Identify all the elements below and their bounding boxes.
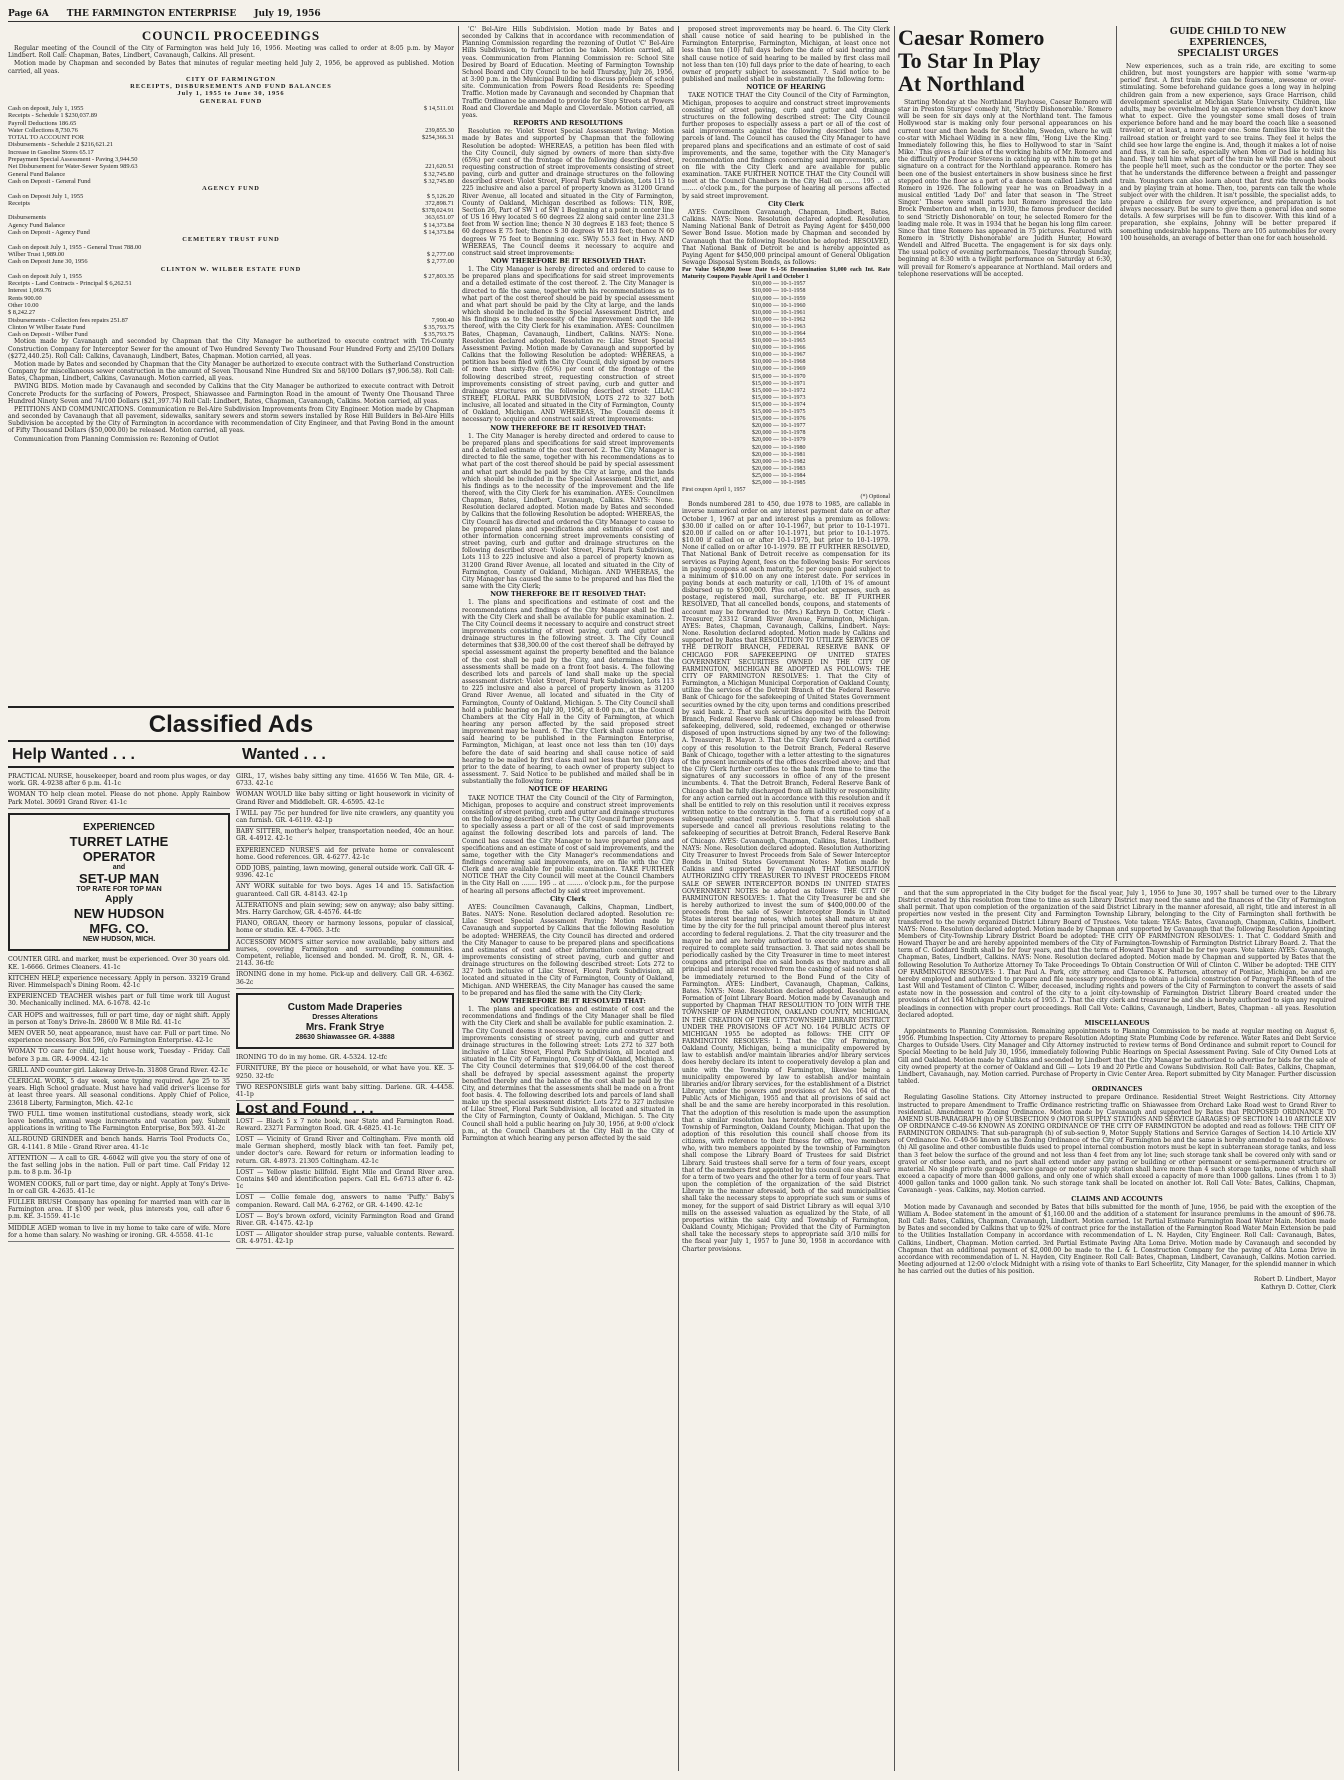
ad-line: and: [112, 863, 126, 871]
help-wanted-heading: Help Wanted . . .: [8, 742, 238, 768]
masthead: [8, 6, 888, 22]
classified-ad: LOST — Collie female dog, answers to name 'Puffy.' Baby's companion. Reward. Call MA. 6-2762, or GR. 4-1490. 42-1c: [236, 1193, 454, 1211]
col4-heading: NOTICE OF HEARING: [746, 83, 826, 92]
paper-name: THE FARMINGTON ENTERPRISE: [66, 8, 237, 19]
fin-row: [8, 141, 454, 148]
turret-lathe-ad: [8, 813, 230, 952]
col6-text: Appointments to Planning Commission. Remaining appointments to Planning Commission to be made at regular meeting on August 6, 1956. Plumbing Inspection. City Attorney to prepare Resolution Adopting State Plumbing Code by reference. Water Rates and Debt Service Charges to Outside Users. City Manager and City Attorney instructed to review terms of Bond Ordinance and submit report to Council for Special Meeting to be held July 30, 1956, immediately following Public Hearings on Special Assessment Paving. Sale of City Owned Lots at Gill and Oakland. Motion made by Calkins and seconded by Lindbert that the City Manager be authorized to advertise for bids for the sale of city owned property at the corner of Oakland and Gill — Lots 19 and 20 Pirtle and Cowans Subdivision. Roll Call: Bates, Calkins, Chapman, Lindbert, Cavanaugh, nay. Motion carried. Purchase of Property in Civic Center Area. Report submitted by City Manager. Further discussion tabled.: [898, 1027, 1336, 1086]
fin-label: TOTAL TO ACCOUNT FOR: [8, 134, 85, 142]
col4-text: AYES: Councilmen Cavanaugh, Chapman, Lindbert, Bates, Calkins. NAYS: None. Resolution declared adopted. Resolution Naming National Bank of Detroit as Paying Agent for $450,000 Sewer Bond Issue. Motion made by Chapman and seconded by Cavanaugh that the following Resolution be adopted: RESOLVED, That National Bank of Detroit be and is hereby appointed as Paying Agent for $450,000 principal amount of General Obligation Sewage Disposal System Bonds, as follows:: [682, 208, 890, 266]
fin-amount: [398, 112, 454, 119]
fin-amount: [398, 149, 454, 156]
romero-headline-2: To Star In Play: [898, 48, 1041, 73]
classified-ad: FULLER BRUSH Company has opening for married man with car in Farmington area. If $100 per week, plus interests you, call after 6 p.m. KE. 3-1559. 41-1c: [8, 1198, 230, 1224]
wanted-list-2: [236, 1053, 454, 1101]
council-body-5: Communication from Planning Commission re: Rezoning of Outlot: [14, 435, 219, 443]
council-minutes: Motion made by Chapman and seconded by Bates that minutes of regular meeting held July 2, 1956, be approved as published. Motion carried, all yeas.: [8, 60, 454, 75]
col3-text: TAKE NOTICE THAT the City Council of the City of Farmington, Michigan, proposes to acquire and construct street improvements consisting of street paving, curb and gutter and drainage structures on the following described street: The City Council further proposes to specially assess a part or all of the cost of said improvements against the following described lots and parcels of land. The Council has caused the City Manager to have prepared plans and specifications and an estimate of cost of said improvements, and the same, together with the City Manager's recommendations and findings concerning said improvements, are on file with the City Clerk and are available for public examination. TAKE FURTHER NOTICE THAT the City Council will meet at the Council Chambers in the City Hall on ........ 195 .. at ........ o'clock p.m., for the purpose of hearing all persons affected by said street improvement.: [462, 794, 674, 895]
fin-row: [8, 112, 454, 119]
fin-row: [8, 171, 454, 178]
classified-ad: CAR HOPS and waitresses, full or part time, day or night shift. Apply in person at Tony's Drive-In. 28600 W. 8 Mile Rd. 41-1c: [8, 1011, 230, 1029]
guide-article: [1120, 26, 1336, 881]
classified-ad: ACCESSORY MOM'S sitter service now available, baby sitters and nurses, covering Farmington and surrounding communities. Competent, reliable, licensed and bonded. M. Groff, R. N., GR. 4-2143. 36-tfc: [236, 938, 454, 971]
col4-heading: City Clerk: [768, 199, 804, 208]
fin-amount: 363,651.07: [425, 214, 454, 222]
bond-maturity: $15,000 — 10-1-1974: [752, 401, 806, 408]
fin-label: Disbursements - Schedule 2 $216,621.21: [8, 141, 114, 149]
fin-row: [8, 244, 454, 251]
fin-label: Prepayment Special Assessment - Paving 3,944.50: [8, 156, 138, 164]
fin-row: [8, 324, 454, 331]
ad-line: EXPERIENCED: [83, 821, 155, 833]
fin-label: Net Disbursement for Water-Sewer System 989.63: [8, 163, 138, 171]
bond-maturity: $15,000 — 10-1-1970: [752, 373, 806, 380]
col3-text: 1. The plans and specifications and estimate of cost and the recommendations and findings of the City Manager shall be filed with the City Clerk and shall be available for public examination. 2. The City Council deems it necessary to acquire and construct street improvements consisting of street paving, curb and gutter and drainage structures in the following street. 3. The City Council determines that $38,300.00 of the cost thereof shall be defrayed by special assessment against the property benefited and the balance of the cost shall be paid by the City, and determines that the assessments shall be made on a front foot basis. 4. The following described lots and parcels of land shall make up the special assessment district: Violet Street, Floral Park Subdivision, Lots 113 to 225 inclusive and also a parcel of property known as 31200 Grand River Avenue, all located and situated in the City of Farmington, County of Oakland, Michigan. 5. The City Council shall hold a public hearing on July 30, 1956, at 8:00 p.m., at the Council Chambers at the City Hall in the City of Farmington, at which hearing any person affected by the said proposed street improvement may be heard. 6. The City Clerk shall cause notice of said hearing to be published in the Farmington Enterprise, Farmington, Michigan, at least once not less than ten (10) days before the date of said hearing and shall cause notice of said hearing to be mailed by first class mail not less than ten (10) days prior to the date of hearing, to each owner of property subject to assessment. 7. Said Notice to be published and mailed shall be in substantially the following form:: [462, 599, 674, 786]
fin-row: [8, 163, 454, 170]
fin-row: [8, 302, 454, 309]
ad-line: Custom Made Draperies: [287, 1001, 403, 1013]
fin-label: General Fund Balance: [8, 170, 66, 178]
column-rule: [678, 26, 679, 1771]
classified-ad: WOMAN WOULD like baby sitting or light housework in vicinity of Grand River and Middlebelt. GR. 4-6595. 42-1c: [236, 790, 454, 808]
col3-text: 1. The City Manager is hereby directed and ordered to cause to be prepared plans and specifications for said street improvements and a detailed estimate of the cost thereof. 2. The City Manager is directed to file the same, together with his recommendations as to what part of the cost thereof should be paid by special assessment and what part should be paid by the City at large, and the lands which should be included in the Special Assessment District, and his findings as to the necessity of the improvement and the life thereof, with the City Clerk for his examination. AYES: Councilmen Bates, Chapman, Cavanaugh, Lindbert, Calkins. NAYS: None. Resolution declared adopted. Resolution re: Lilac Street Special Assessment Paving. Motion made by Cavanaugh and supported by Calkins that the following Resolution be adopted: WHEREAS, a petition has been filed with the City Council, duly signed by owners of more than sixty-five (65%) per cent of the frontage of the following described street, requesting construction of street improvements consisting of street paving, curb and gutter and drainage structures on the following described street: LILAC STREET, FLORAL PARK SUBDIVISION, LOTS 272 to 327 both inclusive, all located and situated in the City of Farmington, County of Oakland, Michigan. AND WHEREAS, The Council deems it necessary to acquire and construct said street improvements:: [462, 266, 674, 424]
fin-row: [8, 222, 454, 229]
classified-ad: I WILL pay 75c per hundred for live nite crawlers, any quantity you can furnish. GR. 4-6119. 42-1p: [236, 809, 454, 827]
fin-amount: $ 35,793.75: [423, 323, 454, 331]
fin-amount: 7,990.40: [431, 316, 454, 324]
ad-line: NEW HUDSON: [73, 906, 165, 922]
fin-row: [8, 229, 454, 236]
fin-amount: [398, 120, 454, 127]
general-fund-rows: [8, 105, 454, 185]
fin-label: Cash on deposit July 1, 1955: [8, 272, 82, 280]
agency-fund-heading: AGENCY FUND: [202, 185, 260, 193]
fin-amount: $ 35,793.75: [423, 331, 454, 339]
fin-label: Cash on Deposit - General Fund: [8, 177, 91, 185]
bond-maturity: $10,000 — 10-1-1957: [752, 281, 806, 288]
fin-row: [8, 280, 454, 287]
fin-amount: [398, 244, 454, 251]
bond-maturity: $10,000 — 10-1-1963: [752, 323, 806, 330]
fin-amount: $ 2,777.00: [426, 258, 454, 266]
fin-period: July 1, 1955 to June 30, 1956: [177, 90, 285, 98]
fin-label: Cash on Deposit June 30, 1956: [8, 258, 88, 266]
col3-heading: REPORTS AND RESOLUTIONS: [513, 119, 623, 128]
classified-ad: TWO FULL time women institutional custodians, steady work, sick leave benefits, annual wage increments and vacation pay. Submit applications in writing to The Farmington Enterprise, Box 593. 41-2c: [8, 1110, 230, 1136]
fin-row: [8, 127, 454, 134]
classified-ad: ANY WORK suitable for two boys. Ages 14 and 15. Satisfaction guaranteed. Call GR. 4-8143. 42-1p: [236, 882, 454, 900]
classified-ad: ALL-ROUND GRINDER and bench hands. Harris Tool Products Co., GR. 4-1141. 8 Mile - Grand River area. 41-1c: [8, 1135, 230, 1153]
ad-line: 28630 Shiawassee GR. 4-3888: [295, 1034, 395, 1042]
help-wanted-list: [8, 772, 230, 809]
wilber-fund-rows: [8, 273, 454, 339]
classified-ad: EXPERIENCED TEACHER wishes part or full time work till August 30. Mechanically inclined. MA. 6-1678. 42-1c: [8, 992, 230, 1010]
fin-amount: $ 2,777.00: [426, 250, 454, 258]
agency-fund-rows: [8, 193, 454, 237]
resolutions-column-3: [898, 886, 1336, 1771]
bond-maturity: $10,000 — 10-1-1965: [752, 338, 806, 345]
newspaper-page: [8, 6, 1336, 1774]
council-body-4: PETITIONS AND COMMUNICATIONS. Communication re Bel-Aire Subdivision Improvements from City Engineer. Motion made by Chapman and seconded by Cavanaugh that all pavement, sidewalks, sanitary sewers and storm sewers installed by Rose Hill Builders in Bel-Aire Hills Subdivision be accepted by the City of Farmington in accordance with recommendation of City Engineer, and that Paving Bond in the amount of Fifty Thousand Dollars ($50,000.00) be released. Motion carried, all yeas.: [8, 405, 454, 435]
fin-amount: [398, 295, 454, 302]
classified-ad: IRONING TO do in my home. GR. 4-5324. 12-tfc: [236, 1053, 454, 1064]
fin-label: Cash on Deposit - Agency Fund: [8, 229, 90, 237]
fin-row: [8, 273, 454, 280]
classified-ads: [8, 706, 454, 1771]
classified-ad: TWO RESPONSIBLE girls want baby sitting. Darlene. GR. 4-4458. 41-1p: [236, 1083, 454, 1101]
fin-row: [8, 331, 454, 338]
fin-label: Cash on deposit July 1, 1955 - General Trust 788.00: [8, 243, 142, 251]
council-body-3: PAVING BIDS. Motion made by Cavanaugh and seconded by Calkins that the City Manager be authorized to execute contract with Detroit Concrete Products for the surfacing of Powers, Prospect, Shiawassee and Farmington Road in the amount of Twenty One Thousand Three Hundred Ninety Seven and 74/100 Dollars ($21,397.74) Roll Call: Lindbert, Bates, Chapman, Cavanaugh, Calkins. Motion carried, all yeas.: [8, 383, 454, 405]
col3-heading: City Clerk: [550, 894, 586, 903]
col4-text: Bonds numbered 281 to 450, due 1978 to 1985, are callable in inverse numerical order on any interest payment date on or after October 1, 1967 at par and interest plus a premium as follows: $30.00 if called on or after 10-1-1967, but prior to 10-1-1971. $20.00 if called on or after 10-1-1971, but prior to 10-1-1975. $10.00 if called on or after 10-1-1975, but prior to 10-1-1979. None if called on or after 10-1-1979. BE IT FURTHER RESOLVED, That National Bank of Detroit receive as compensation for its services as Paying Agent, fees on the following basis: For services in paying coupons at each maturity, 5c per coupon paid subject to a minimum of $10.00 on any one interest date. For services in paying bonds at each maturity or call, 1/10th of 1% of amount disbursed up to $500,000. Plus out-of-pocket expenses, such as postage, registered mail, surcharge, etc. BE IT FURTHER RESOLVED, That all cancelled bonds, coupons, and statements of account may be forwarded to: (Mrs.) Kathryn D. Cotter, Clerk - Treasurer, 23312 Grand River Avenue, Farmington, Michigan. AYES: Bates, Chapman, Cavanaugh, Calkins, Lindbert. Nays: None. Resolution declared adopted. Motion made by Calkins and supported by Bates that RESOLUTION TO UTILIZE SERVICES OF THE DETROIT BRANCH, FEDERAL RESERVE BANK OF CHICAGO FOR SAFEKEEPING OF UNITED STATES GOVERNMENT SECURITIES OWNED IN THE CITY OF FARMINGTON, MICHIGAN BE ADOPTED AS FOLLOWS: THE CITY OF FARMINGTON RESOLVES: 1. That the City of Farmington, a Michigan Municipal Corporation of Oakland County, utilize the services of the Detroit Branch of the Federal Reserve Bank of Chicago for the safekeeping of United States Government securities owned by the city, upon terms and conditions prescribed by said bank. 2. That such securities deposited with the Detroit Branch, Federal Reserve Bank of Chicago may be released from safekeeping, delivered, sold, redeemed, exchanged or otherwise disposed of upon instructions signed by any two of the following: A. Treasurer; B. Mayor. 3. That the City Clerk forward a certified copy of this resolution to the Detroit Branch, Federal Reserve Bank of Chicago, together with a letter attesting to the signatures of the present incumbents of the offices described above; and that the City Clerk further certifies to the bank from time to time the signatures of any successors in office of any of the present incumbents. 4. That the Detroit Branch, Federal Reserve Bank of Chicago shall be fully discharged from all liability or responsibility for any action carried out in accordance with this resolution and it shall be entitled to rely on this resolution until it receives express written notice to the contrary in the form of a certified copy of a subsequently enacted resolution. 5. That this resolution shall supersede and cancel all previous resolutions relating to the safekeeping of securities at Detroit Branch, Federal Reserve Bank of Chicago. AYES: Cavanaugh, Chapman, Calkins, Bates, Lindbert. NAYS: None. Resolution declared adopted. Resolution Authorizing City Treasurer to Invest Proceeds from Sale of Sewer Interceptor Bonds in United States Government Notes: Motion made by Calkins and supported by Cavanaugh THAT RESOLUTION AUTHORIZING CITY TREASURER TO INVEST PROCEEDS FROM SALE OF SEWER INTERCEPTOR BONDS IN UNITED STATES GOVERNMENT NOTES be adopted as follows: THE CITY OF FARMINGTON RESOLVES: 1. That the City Treasurer be and she is hereby authorized to invest the sum of $400,000.00 of the proceeds from the sale of Sewer Interceptor Bonds in United States interest bearing notes, which notes shall mature at any time by the city for the full principal amount thereof plus interest according to federal regulations. 2. That the city treasurer and the mayor be and are hereby authorized to execute any documents required to complete said transaction. 3. That said notes shall be periodically cashed by the City Treasurer in time to meet interest coupons and principal due on said bonds as they mature and all principal and interest received from the cashing of said notes shall be immediately returned to the Bond Fund of the City of Farmington. AYES: Lindbert, Cavanaugh, Chapman, Calkins, Bates. NAYS: None. Resolution declared adopted. Resolution re Formation of Joint Library Board. Motion made by Cavanaugh and supported by Chapman THAT RESOLUTION TO JOIN WITH THE TOWNSHIP OF FARMINGTON, OAKLAND COUNTY, MICHIGAN, IN THE CREATION OF THE CITY-TOWNSHIP LIBRARY DISTRICT UNDER THE PROVISIONS OF ACT NO. 164 PUBLIC ACTS OF MICHIGAN 1955 be adopted as follows: THE CITY OF FARMINGTON RESOLVES: 1. That the City of Farmington, Oakland County, Michigan, being a municipality empowered by law to establish and/or maintain libraries and/or library services does hereby declare its intent to cooperatively develop a plan and unite with the Township of Farmington, likewise being a municipality empowered by law to establish and/or maintain libraries and/or library services, for the establishment of a District Library, under the powers and provisions of Act No. 164 of the Public Acts of Michigan, 1955 and that all provisions of said act shall be and the same are hereby incorporated in this resolution. That the adoption of this resolution is made upon the assumption that a similar resolution has heretofore been adopted by the Township of Farmington, Oakland County, Michigan. That upon the adoption of this resolution this council shall choose from its citizens, with reference to their fitness for office, two members who, with two members appointed by the township of Farmington shall compose the Library Board of Trustees for said District Library. Said trustees shall serve for a term of four years, except that of the members first appointed by this council one shall serve for a term of two years and the other for a term of four years. That upon the completion of the organization of the said District Library in the manner aforesaid, both of the said municipalities shall take the necessary steps to appropriate such sum or sums of money, for the support of said District Library as will equal 3/10 mills on the assessed valuation as equalized by the State, of all properties within the said City and Township of Farmington, Oakland County, Michigan; Provided that the City of Farmington shall take the necessary steps to appropriate said 3/10 mills for the fiscal year July 1, 1957 to June 30, 1958 in accordance with Charter provisions.: [682, 501, 890, 1253]
col4-text: TAKE NOTICE THAT the City Council of the City of Farmington, Michigan, proposes to acquire and construct street improvements consisting of street paving, curb and gutter and drainage structures on the following described street: The City Council further proposes to especially assess a part or all of the cost of said improvements against the following described lots and parcels of land. The Council has caused the City Manager to have prepared plans and specifications and an estimate of cost of said improvements, and the same, together with the City Manager's recommendation and findings concerning said improvements, are on file with the City Clerk and are available for public examination. TAKE FURTHER NOTICE THAT the City Council will meet at the Council Chambers in the City Hall on ........ 195 .. at ........ o'clock p.m., for the purpose of hearing all persons affected by said street improvement.: [682, 92, 890, 200]
bond-maturity: $15,000 — 10-1-1975: [752, 409, 806, 416]
column-rule: [1116, 26, 1117, 881]
ad-line: MFG. CO.: [89, 921, 149, 937]
col6-heading: MISCELLANEOUS: [1084, 1018, 1150, 1027]
col3-heading: NOW THEREFORE BE IT RESOLVED THAT:: [490, 590, 646, 599]
fin-amount: $ 14,373.84: [423, 221, 454, 229]
wanted-list: [236, 772, 454, 989]
col6-text: Regulating Gasoline Stations. City Attorney instructed to prepare Ordinance. Residential Street Weight Restrictions. City Attorney instructed to prepare Amendment to Traffic Ordinance restricting traffic on Shiawassee from Orchard Lake Road west to Grand River to residential. Amendment to Zoning Ordinance. Motion made by Cavanaugh and supported by Bates that PROPOSED ORDINANCE TO AMEND SUB-PARAGRAPH (h) OF SUBSECTION 9 (MOTOR SUPPLY STATIONS AND SERVICE GARAGES) OF SECTION 14.10 ARTICLE XIV OF ORDINANCE C-49-56 KNOWN AS ZONING ORDINANCE OF THE CITY OF FARMINGTON be adopted and read as follows: THE CITY OF FARMINGTON ORDAINS: That sub-paragraph (h) of sub-section 9, Motor Supply Stations and Service Garages of Section 14.10 Article XIV of Ordinance No. C-49-56 known as the Zoning Ordinance of the City of Farmington be and the same is hereby amended to read as follows: (h) All gasoline and other combustible fluids used to propel internal combustion motors must be kept in subterranean storage tanks, and less than 3 feet below the surface of the ground and not less than 4 feet from any lot line; such storage tank shall be covered only with sand or gravel or other loose earth, and no part shall extend under any paving or building or other permanent or semi-permanent structure or material. No single private garage, service garage or motor supply station shall have more than 4 such storage tanks, none of which shall exceed a capacity of more than 4000 gallons, and only one of which shall exceed a capacity of more than 1000 gallons. Lines (from 1 to 3) 4000 gallon tanks and 1000 gallon tank. No such storage tank shall be located on another lot. Roll Call Vote: Bates, Calkins, Chapman, Cavanaugh - yeas. Calkins, nay. Motion carried.: [898, 1094, 1336, 1195]
lost-found-heading: Lost and Found . . .: [236, 1105, 454, 1114]
ad-line: Dresses Alterations: [312, 1013, 378, 1021]
fin-amount: [398, 287, 454, 294]
column-rule: [458, 26, 459, 1771]
fin-amount: $ 32,745.80: [423, 170, 454, 178]
bond-list: [682, 281, 890, 487]
classified-ad: PRACTICAL NURSE, housekeeper, board and room plus wages, or day work. GR. 4-9238 after 6 p.m. 41-1c: [8, 772, 230, 790]
fin-amount: $ 32,745.80: [423, 177, 454, 185]
classified-ad: CLERICAL WORK, 5 day week, some typing required. Age 25 to 35 years. High School graduate. Must have had valid driver's license for at least three years. All seasonal conditions. Apply Chief of Police, 23618 Liberty, Farmington, Mich. 42-1c: [8, 1077, 230, 1110]
bond-maturity: $15,000 — 10-1-1971: [752, 380, 806, 387]
ad-line: NEW HUDSON, MICH.: [82, 936, 156, 944]
col3-text: Resolution re: Violet Street Special Assessment Paving: Motion made by Bates and supported by Chapman that the following Resolution be adopted: WHEREAS, a petition has been filed with the City Council, duly signed by owners of more than sixty-five (65%) per cent of the frontage of the following described street, requesting construction of street improvements consisting of street paving, curb and gutter and drainage structures on the following described street: Violet Street, Floral Park Subdivision, Lots 113 to 225 inclusive and also a parcel of property known as 31200 Grand River Avenue, all located and situated in the City of Farmington, County of Oakland, Michigan described as follows: T1N, R9E, Section 26, Part of SW 1 of SW 1 Beginning at a point in center line of US 16 Hwy located S 60 degrees 22 along said center line 231.3 feet from W section line; thence N 30 degrees E 183 feet; thence S 60 degrees E 75 feet; thence S 30 degrees W 183 feet; thence N 60 degrees W 75 feet to Beginning exc. SWly 55.3 feet in Hwy. AND WHEREAS, The Council deems it necessary to acquire and construct said street improvements:: [462, 128, 674, 257]
col6-heading: ORDINANCES: [1091, 1085, 1143, 1094]
bond-maturity: $10,000 — 10-1-1960: [752, 302, 806, 309]
classified-ad: WOMAN TO care for child, light house work, Tuesday - Friday. Call before 3 p.m. GR. 4-9094. 42-1c: [8, 1047, 230, 1065]
fin-label: Rents 900.00: [8, 294, 42, 302]
help-wanted-list-2: [8, 955, 230, 1242]
fin-amount: [398, 156, 454, 163]
bond-maturity: $10,000 — 10-1-1962: [752, 316, 806, 323]
classified-ad: LOST — Yellow plastic billfold. Eight Mile and Grand River area. Contains $40 and identification papers. Call EL. 6-6713 after 6. 42-1c: [236, 1168, 454, 1194]
fin-label: [8, 207, 398, 214]
bond-maturity: $20,000 — 10-1-1977: [752, 423, 806, 430]
council-body-2: Motion made by Bates and seconded by Chapman that the City Manager be authorized to execute contract with the Sutherland Construction Company for miscellaneous sewer construction in the amount of Seven Thousand Nine Hundred Six and 58/100 Dollars ($7,906.58). Roll Call: Bates, Chapman, Lindbert, Calkins, Cavanaugh. Motion carried, all yeas.: [8, 360, 454, 383]
fin-row: [8, 214, 454, 221]
fin-label: Water Collections 8,730.76: [8, 126, 78, 134]
mayor-signature: Robert D. Lindbert, Mayor: [1253, 1276, 1336, 1284]
romero-headline-1: Caesar Romero: [898, 26, 1045, 50]
general-fund-heading: GENERAL FUND: [199, 97, 263, 105]
classified-ad: COUNTER GIRL and marker, must be experienced. Over 30 years old. KE. 1-6666. Grimes Cleaners. 41-1c: [8, 955, 230, 973]
classified-ad: LOST — Black 5 x 7 note book, near State and Farmington Road. Reward. 23271 Farmington Road. GR. 4-6825. 41-1c: [236, 1117, 454, 1135]
fin-label: Receipts: [8, 199, 31, 207]
fin-amount: 221,620.51: [425, 163, 454, 171]
fin-amount: $378,024.91: [422, 207, 454, 215]
fin-label: Receipts - Land Contracts - Principal $ 6,262.51: [8, 280, 132, 288]
classified-ad: IRONING done in my home. Pick-up and delivery. Call GR. 4-6362. 36-2c: [236, 970, 454, 988]
bond-maturity: $20,000 — 10-1-1979: [752, 437, 806, 444]
fin-title: CITY OF FARMINGTON: [185, 75, 277, 83]
cemetery-fund-heading: CEMETERY TRUST FUND: [182, 236, 280, 244]
ad-line: Apply: [105, 894, 133, 906]
financial-statement: [8, 76, 454, 339]
romero-article: [898, 26, 1112, 901]
bond-maturity: $10,000 — 10-1-1959: [752, 295, 806, 302]
classified-ad: LOST — Vicinity of Grand River and Coltingham. Five month old male German shepherd, mostly black with tan feet. Family pet, under doctor's care. Reward for return or information leading to return. GR. 4-8973. 21305 Coltingham. 42-1c: [236, 1135, 454, 1168]
classified-title: Classified Ads: [8, 706, 454, 742]
fin-row: [8, 207, 454, 214]
fin-label: $ 8,242.27: [8, 309, 36, 317]
bond-maturity: $10,000 — 10-1-1967: [752, 352, 806, 359]
guide-headline-3: SPECIALIST URGES: [1177, 48, 1279, 59]
fin-row: [8, 193, 454, 200]
ad-line: Mrs. Frank Strye: [305, 1022, 385, 1034]
optional-note: (*) Optional: [860, 494, 890, 501]
fin-amount: $ 14,373.84: [423, 229, 454, 237]
council-title: COUNCIL PROCEEDINGS: [141, 28, 321, 43]
classified-ad: ATTENTION — A call to GR. 4-6042 will give you the story of one of the fast selling jobs in the nation. Full or part time. Call Friday 12 p.m. to 8 p.m. 36-1p: [8, 1154, 230, 1180]
col6-heading: CLAIMS AND ACCOUNTS: [1071, 1194, 1163, 1203]
romero-body: Starting Monday at the Northland Playhouse, Caesar Romero will star in Preston Sturges' comedy hit, 'Strictly Dishonorable.' Romero will be seen for six days only at the Northland tent. The famous Hollywood star is making only four personal appearances on his current tour and then heads for Stockholm, Sweden, where he will co-star with Michael Wilding in a new film, 'Hong Live the King.' Immediately following this, he flies to Hollywood to star in 'Saint Mike.' This gives a fair idea of the working habits of Mr. Romero and the difficulty of Producer Stevens in catching up with him to get his signature on a contract for the Northland appearance. Romero has been one of the busiest entertainers in show business since he first stepped onto the floor as a part of a dance team called Lisbeth and Romero in 1926. The following year he was on Broadway in a musical entitled 'Lady Do!' and later that season in 'The Street Singer.' These were small parts but Romero impressed the late Brock Pemberton and when, in 1930, the famous producer decided to send 'Strictly Dishonorable' on tour, he selected Romero for the leading male role. It was in 1934 that he began his long film career. Since that time Romero has appeared in 75 pictures. Featured with Romero in 'Strictly Dishonorable' are Judith Hunter, Howard Wendell and Alfred Bucetta. The engagement is for six days only. The usual policy of evening performances, Tuesday through Sunday, beginning at 8:30 with a twilight performance on Saturday at 6:30, will prevail for Romero's appearance at Northland. Mail orders and telephone reservations will be accepted.: [898, 99, 1112, 278]
guide-body: New experiences, such as a train ride, are exciting to some children, but most youngsters are happier with some 'warm-up period' first. A first train ride can be fearsome, awesome or over-stimulating. Some beforehand guidance goes a long way in helping children gain from a new experience, says Grace Harrison, child development specialist at Michigan State University. Children, like adults, may be overwhelmed by an experience when they don't know what to expect. Give the youngster some small doses of train experience before hand and he may board the coach like a seasoned traveler, or at least, a more eager one. Some families like to visit the railroad station or freight yard to see trains. They feel it helps the child see how large the engine is. And, though it makes a lot of noise and fuss, it can be safe, especially when Mom or Dad is holding his hand. They tell him what part of the train he will ride on and about the people he'll meet, such as the conductor or the porter. They see that he understands the difference between a freight and passenger train. Youngsters can also learn about that first ride through books and by playing train at home. Then, too, parents can talk the whole subject over with the children. It isn't possible, the specialist adds, to prepare a children for every experience, and preparation is not always necessary. But be sure to give them a general idea and some details. A few surprises will be fun to discover. With this kind of a preparation, she explains, Johnny will be better prepared if something undesirable happens. There are 105 automobiles for every 100 households, an average of better than one for each household.: [1120, 63, 1336, 242]
classified-ad: MEN OVER 50, neat appearance, must have car. Full or part time. No experience necessary. Box 596, c/o Farmington Enterprise. 42-1c: [8, 1029, 230, 1047]
classified-ad: LOST — Alligator shoulder strap purse, valuable contents. Reward. GR. 4-9751. 42-1p: [236, 1230, 454, 1248]
fin-row: [8, 287, 454, 294]
bond-maturity: $20,000 — 10-1-1980: [752, 444, 806, 451]
page-number: Page 6A: [8, 8, 49, 19]
bond-maturity: $20,000 — 10-1-1981: [752, 451, 806, 458]
col3-text: 'C' Bel-Aire Hills Subdivision. Motion made by Bates and seconded by Calkins that in accordance with recommendation of Planning Commission regarding the rezoning of Outlot 'C' Bel-Aire Hills Subdivision, to further action be taken. Motion carried, all yeas. Communication from Planning Commission re: School Site Desired by Board of Education. Meeting of Farmington Township School Board and City Council to be held Thursday, July 26, 1956, at 3:00 p.m. in the Municipal Building to discuss problem of school site. Communication from Powers Road Residents re: Speeding Traffic. Motion made by Cavanaugh and seconded by Chapman that Traffic Ordinance be amended to provide for Stop Streets at Powers Road and Cloverdale and Maple and Cloverdale. Motion carried, all yeas.: [462, 26, 674, 119]
classified-ad: BABY SITTER, mother's helper, transportation needed, 40c an hour. GR. 4-4912. 42-1c: [236, 827, 454, 845]
col3-text: 1. The plans and specifications and estimate of cost and the recommendations and findings of the City Manager shall be filed with the City Clerk and shall be available for public examination. 2. The City Council deems it necessary to acquire and construct street improvements consisting of street paving, curb and gutter and drainage structures in the following street: Lots 272 to 327 both inclusive of Lilac Street, Floral Park Subdivision, all located and situated in the City of Farmington, County of Oakland, Michigan. 3. The City Council determines that $19,064.00 of the cost thereof shall be defrayed by special assessment against the property benefited thereby and the balance of the cost shall be paid by the City, and determines that the assessments shall be made on a front foot basis. 4. The following described lots and parcels of land shall make up the special assessment district: Lots 272 to 327 inclusive of Lilac Street, Floral Park Subdivision, all located and situated in the City of Farmington, County of Oakland, Michigan. 5. The City Council shall hold a public hearing on July 30, 1956, at 9:00 o'clock p.m., at the Council Chambers at the City Hall in the City of Farmington at which hearing any person affected by the said: [462, 1006, 674, 1142]
clerk-signature: Kathryn D. Cotter, Clerk: [1260, 1284, 1336, 1292]
col3-heading: NOW THEREFORE BE IT RESOLVED THAT:: [490, 423, 646, 432]
fin-label: Disbursements - Collection fees repairs 251.87: [8, 316, 128, 324]
bond-maturity: $10,000 — 10-1-1964: [752, 331, 806, 337]
classified-col-1: [8, 772, 230, 1767]
wilber-fund-heading: CLINTON W. WILBER ESTATE FUND: [160, 265, 302, 273]
resolutions-column-1: [462, 26, 674, 1771]
fin-amount: $ 27,803.35: [423, 272, 454, 280]
fin-sub: RECEIPTS, DISBURSEMENTS AND FUND BALANCES: [130, 83, 332, 91]
classified-ad: ALTERATIONS and plain sewing; sew on anyway; also baby sitting. Mrs. Harry Garchow, GR. 4-4576. 44-tfc: [236, 901, 454, 919]
col3-text: AYES: Councilmen Cavanaugh, Calkins, Chapman, Lindbert, Bates. NAYS: None. Resolution declared adopted. Resolution re: Lilac Street Special Assessment Paving: Motion made by Cavanaugh and supported by Calkins that the following Resolution be adopted: WHEREAS, the City Council has directed and ordered the City Manager to cause to be prepared plans and specifications and estimates of cost and other information concerning street improvements consisting of street paving, curb and gutter and drainage structures on the following described street: Lots 272 to 327 both inclusive of Lilac Street, Floral Park Subdivision, all located and situated in the City of Farmington, County of Oakland, Michigan. AND WHEREAS, the City Manager has caused the same to be prepared and has filed the same with the City Clerk;: [462, 903, 674, 997]
classified-ad: ODD JOBS, painting, lawn mowing, general outside work. Call GR. 4-9396. 42-1c: [236, 864, 454, 882]
ad-line: SET-UP MAN: [79, 871, 159, 887]
col3-heading: NOW THEREFORE BE IT RESOLVED THAT:: [490, 996, 646, 1005]
bond-table-header: Par Value $450,000 Issue Date 6-1-56 Denomination $1,000 each Int. Rate Maturity Coupons Payable April 1 and October 1: [682, 267, 890, 281]
fin-amount: [398, 280, 454, 287]
classified-ad: FURNITURE, BY the piece or household, or what have you. KE. 3-9250. 32-tfc: [236, 1064, 454, 1082]
col3-heading: NOW THEREFORE BE IT RESOLVED THAT:: [490, 257, 646, 265]
fin-row: [8, 134, 454, 141]
fin-label: Cash on Deposit July 1, 1955: [8, 192, 84, 200]
bond-maturity: $25,000 — 10-1-1985: [752, 479, 806, 486]
fin-row: [8, 105, 454, 112]
fin-label: Cash on deposit, July 1, 1955: [8, 104, 84, 112]
bond-maturity: $25,000 — 10-1-1984: [752, 472, 806, 479]
fin-row: [8, 317, 454, 324]
fin-amount: 372,898.71: [425, 199, 454, 207]
fin-label: Disbursements: [8, 214, 46, 222]
classified-ad: GIRL, 17, wishes baby sitting any time. 41656 W. Ten Mile, GR. 4-6733. 42-1c: [236, 772, 454, 790]
drapery-ad: [236, 993, 454, 1049]
fin-amount: [398, 309, 454, 316]
bond-maturity: $10,000 — 10-1-1958: [752, 288, 806, 295]
fin-label: Increase in Gasoline Stores 65.17: [8, 148, 94, 156]
bond-maturity: $20,000 — 10-1-1982: [752, 458, 806, 465]
fin-amount: $ 5,126.20: [426, 192, 454, 200]
col3-heading: NOTICE OF HEARING: [528, 785, 608, 794]
fin-label: Wilber Trust 1,989.00: [8, 250, 65, 258]
bond-maturity: $20,000 — 10-1-1978: [752, 430, 806, 437]
issue-date: July 19, 1956: [254, 8, 321, 19]
fin-row: [8, 149, 454, 156]
classified-ad: LOST — Boy's brown oxford, vicinity Farmington Road and Grand River. GR. 4-1475. 42-1p: [236, 1212, 454, 1230]
classified-ad: KITCHEN HELP, experience necessary. Apply in person. 33219 Grand River. Himmelspach's Dining Room. 42-1c: [8, 974, 230, 992]
classified-ad: WOMAN TO help clean motel. Please do not phone. Apply Rainbow Park Motel. 30691 Grand River. 41-1c: [8, 790, 230, 808]
first-coupon: First coupon April 1, 1957: [682, 487, 746, 494]
bond-maturity: $10,000 — 10-1-1966: [752, 345, 806, 352]
wanted-heading: Wanted . . .: [238, 742, 454, 768]
council-intro: Regular meeting of the Council of the City of Farmington was held July 16, 1956. Meeting was called to order at 8:05 p.m. by Mayor Lindbert. Roll Call: Chapman, Bates, Lindbert, Cavanaugh, Calkins. All present.: [8, 45, 454, 60]
fin-row: [8, 251, 454, 258]
fin-row: [8, 156, 454, 163]
classified-ad: EXPERIENCED NURSE'S aid for private home or convalescent home. Good references. GR. 4-6277. 42-1c: [236, 846, 454, 864]
classified-ad: MIDDLE AGED woman to live in my home to take care of wife. More for a home than salary. No washing or ironing. GR. 4-5558. 41-1c: [8, 1224, 230, 1242]
ad-line: OPERATOR: [82, 848, 156, 864]
col6-text: and that the sum appropriated in the City budget for the fiscal year, July 1, 1956 to June 30, 1957 shall be turned over to the Library District created by this resolution from time to time as such Library District may need the same and the finances of the City of Farmington shall permit. That upon completion of the organization of the said District Library in the manner aforesaid, all right, title and interest in all properties now vested in the present City and Farmington Township Library, belonging to the City of Farmington shall forthwith be transferred to the newly organized District Library Board of Trustees. Vote taken: YEAS: Bates, Cavanaugh, Chapman, Calkins, Lindbert. NAYS: None. Resolution declared adopted. Motion made by Chapman and supported by Cavanaugh that the following Resolution Appointing Members of City-Township Library District Board be adopted: THE CITY OF FARMINGTON RESOLVES: 1. That C. Goddard Smith and Howard Thayer be and are hereby appointed members of the City of Farmington-Township of Farmington District Library Board. 2. That the term of C. Goddard Smith shall be for four years, and that the term of Howard Thayer shall be for two years. Vote taken: AYES: Cavanaugh, Chapman, Bates, Lindbert, Calkins. NAYS: None. Resolution declared adopted. Motion made by Chapman and supported by Bates that the following Resolution To Authorize Attorney To Take Proceedings To Obtain Construction Of Will of Clinton C. Wilber be adopted: THE CITY OF FARMINGTON RESOLVES: 1. That Paul A. Park, city attorney, and Clarence K. Patterson, attorney of Pontiac, Michigan, be and are hereby employed and authorized to prepare and file necessary proceedings to obtain a judicial construction of Paragraph Fifteenth of the Last Will and Testament of Clinton C. Wilber, deceased, including rights and powers of the City of Farmington to convert the assets of said estate now in the possession and control of the city to a joint city-township of Farmington District Library Board created under the provisions of Act 164 Michigan Public Acts of 1955. 2. That the city clerk and treasurer be and she is hereby authorized to sign any required pleadings in connection with proper court proceedings. Roll Call Vote: Calkins, Cavanaugh, Lindbert, Bates, Chapman - all yeas. Resolution declared adopted.: [898, 890, 1336, 1019]
fin-label: Clinton W Wilber Estate Fund: [8, 323, 86, 331]
bond-maturity: $15,000 — 10-1-1973: [752, 394, 806, 401]
guide-headline-2: EXPERIENCES,: [1189, 37, 1267, 48]
resolutions-column-2: [682, 26, 890, 1771]
classified-ad: WOMEN COOKS, full or part time, day or night. Apply at Tony's Drive-In or call GR. 4-2635. 41-1c: [8, 1180, 230, 1198]
fin-amount: $ 14,511.01: [423, 104, 454, 112]
fin-amount: [398, 141, 454, 148]
classified-col-2: [236, 772, 454, 1767]
fin-row: [8, 309, 454, 316]
fin-label: Agency Fund Balance: [8, 221, 65, 229]
fin-row: [8, 200, 454, 207]
fin-row: [8, 258, 454, 265]
col3-text: 1. The City Manager is hereby directed and ordered to cause to be prepared plans and specifications for said street improvements and a detailed estimate of the cost thereof. 2. The City Manager is directed to file the same, together with his recommendations as to what part of the cost thereof should be paid by special assessment and what part should be paid by the City at large, and the lands which should be included in the Special Assessment District, and his findings as to the necessity of the improvement and the life thereof, with the City Clerk for his examination. AYES: Councilmen Chapman, Bates, Lindbert, Cavanaugh, Calkins. NAYS: None. Resolution declared adopted. Motion made by Bates and seconded by Calkins that the following Resolution be adopted: WHEREAS, the City Council has directed and ordered the City Manager to cause to be prepared plans and specifications and estimates of cost and other information concerning street improvements consisting of street paving, curb and gutter and drainage structures on the following described street: Violet Street, Floral Park Subdivision, Lots 113 to 225 inclusive and also a parcel of property known as 31200 Grand River Avenue, all located and situated in the City of Farmington, County of Oakland, Michigan. AND WHEREAS, the City Manager has caused the same to be prepared and has filed the same with the City Clerk;: [462, 432, 674, 591]
ad-line: TOP RATE FOR TOP MAN: [76, 886, 162, 894]
classified-ad: PIANO, ORGAN, theory or harmony lessons, popular of classical, home or studio. KE. 4-7065. 3-tfc: [236, 919, 454, 937]
fin-label: Receipts - Schedule 1 $230,037.89: [8, 112, 98, 120]
bond-maturity: $20,000 — 10-1-1983: [752, 465, 806, 472]
bond-maturity: $15,000 — 10-1-1972: [752, 387, 806, 394]
bond-table: [682, 267, 890, 501]
fin-amount: 239,855.30: [425, 126, 454, 134]
fin-label: Cash on Deposit - Wilber Fund: [8, 331, 88, 339]
bond-maturity: $10,000 — 10-1-1961: [752, 309, 806, 316]
ad-line: TURRET LATHE: [69, 833, 169, 849]
bond-maturity: $10,000 — 10-1-1968: [752, 359, 806, 366]
cemetery-fund-rows: [8, 244, 454, 266]
col4-text: proposed street improvements may be heard. 6. The City Clerk shall cause notice of said hearing to be published in the Farmington Enterprise, Farmington, Michigan, at least once not less than ten (10) full days before the date of said hearing and shall cause notice of said hearing to be mailed by first class mail not less than ten (10) full days prior to the date of hearing, to each owner of property subject to assessment. 7. Said notice to be published and mailed shall be in substantially the following form:: [682, 26, 890, 84]
fin-label: Payroll Deductions 186.65: [8, 119, 77, 127]
fin-row: [8, 120, 454, 127]
council-body-1: Motion made by Cavanaugh and seconded by Chapman that the City Manager be authorized to execute contract with Tri-County Construction Company for Interceptor Sewer for the amount of Two Hundred Seventy Two Thousand Four Hundred Forty and 25/100 Dollars ($272,440.25). Roll Call: Calkins, Cavanaugh, Lindbert, Bates, Chapman. Motion carried, all yeas.: [8, 338, 454, 360]
classified-ad: GRILL AND counter girl. Lakeway Drive-In. 31808 Grand River. 42-1c: [8, 1066, 230, 1077]
fin-row: [8, 178, 454, 185]
bond-maturity: $15,000 — 10-1-1976: [752, 416, 806, 423]
fin-amount: [398, 302, 454, 309]
fin-row: [8, 295, 454, 302]
fin-amount: $254,366.31: [422, 134, 454, 142]
council-column: [8, 26, 454, 701]
col6-text: Motion made by Cavanaugh and seconded by Bates that bills submitted for the month of June, 1956, be paid with the exception of the William A. Bodee statement in the amount of $1,160.00 and the addition of a statement for insurance premiums in the amount of $96.78. Roll Call: Bates, Calkins, Chapman, Cavanaugh, Lindbert. Motion carried. 1st Partial Estimate Farmington Road Water Main. Motion made by Bates and seconded by Calkins that up to 92% of contract price for the installation of the Farmington Road Water Main Extension be paid to the Utilities Installation Company in accordance with recommendation of L. N. Hayden, City Engineer. Roll Call: Cavanaugh, Bates, Calkins, Lindbert, Chapman. Motion carried. 3rd Partial Estimate Paving Alta Loma Drive. Motion made by Cavanaugh and seconded by Chapman that an additional payment of $2,000.00 be made to the L & L Construction Company for the paving of Alta Loma Drive in accordance with recommendation of L. N. Hayden, City Engineer. Roll Call: Bates, Chapman, Lindbert, Cavanaugh, Calkins. Motion carried. Meeting adjourned at 12:00 o'clock Midnight with a rising vote of thanks to Earl Scheerlitz, City Manager, for the splendid manner in which he has carried out the duties of his position.: [898, 1203, 1336, 1276]
column-rule: [894, 26, 895, 1771]
lost-found-list: [236, 1117, 454, 1249]
romero-headline-3: At Northland: [898, 71, 1025, 96]
fin-label: Other 10.00: [8, 301, 39, 309]
classified-headings: [8, 742, 454, 768]
fin-label: Interest 1,069.76: [8, 287, 52, 295]
guide-headline-1: GUIDE CHILD TO NEW: [1169, 26, 1287, 37]
bond-maturity: $10,000 — 10-1-1969: [752, 366, 806, 373]
